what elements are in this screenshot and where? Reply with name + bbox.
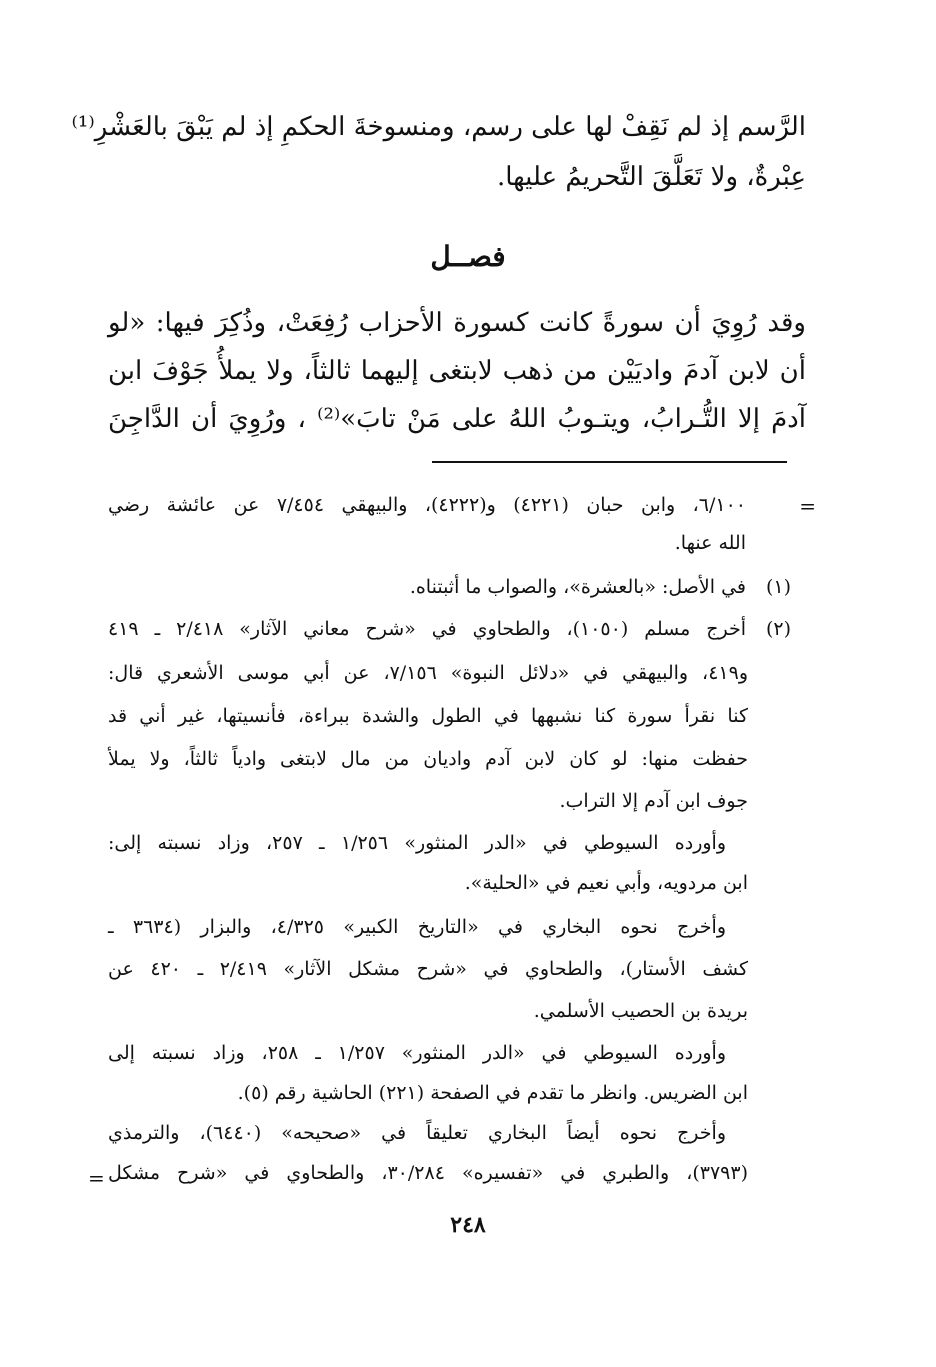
footnote-1-number: (١)	[765, 576, 791, 598]
footnote-continuation-line-1: ٦/١٠٠، وابن حبان (٤٢٢١) و(٤٢٢٢)، والبيهقي ٧/٤٥٤ عن عائشة رضي	[108, 494, 746, 516]
footnote-2-para-4-line-1: وأورده السيوطي في «الدر المنثور» ١/٢٥٧ ـ ٢٥٨، وزاد نسبته إلى	[108, 1042, 726, 1064]
footnote-2-para-2-line-1: وأورده السيوطي في «الدر المنثور» ١/٢٥٦ ـ ٢٥٧، وزاد نسبته إلى:	[108, 832, 726, 854]
footnote-2-line-2: و٤١٩، والبيهقي في «دلائل النبوة» ٧/١٥٦، عن أبي موسى الأشعري قال:	[108, 662, 748, 684]
footnote-1-text: في الأصل: «بالعشرة»، والصواب ما أثبتناه.	[409, 576, 746, 598]
main-text-line-4: أن لابن آدمَ واديَيْن من ذهب لابتغى إليهما ثالثاً، ولا يملأُ جَوْفَ ابن	[108, 356, 806, 386]
footnote-2-para-3-line-3: بريدة بن الحصيب الأسلمي.	[533, 1000, 748, 1022]
footnote-2-number: (٢)	[765, 618, 791, 640]
footnote-2-para-5-line-2: (٣٧٩٣)، والطبري في «تفسيره» ٣٠/٢٨٤، والطحاوي في «شرح مشكل	[108, 1162, 748, 1184]
main-text-line-3: وقد رُوِيَ أن سورةً كانت كسورة الأحزاب رُفِعَتْ، وذُكِرَ فيها: «لو	[108, 308, 806, 338]
footnote-2-line-1: أخرج مسلم (١٠٥٠)، والطحاوي في «شرح معاني الآثار» ٢/٤١٨ ـ ٤١٩	[108, 618, 747, 640]
footnote-2-para-4-line-2: ابن الضريس. وانظر ما تقدم في الصفحة (٢٢١) الحاشية رقم (٥).	[237, 1082, 748, 1104]
footnote-2-line-5: جوف ابن آدم إلا التراب.	[559, 790, 748, 812]
main-text-line-2: عِبْرةٌ، ولا تَعَلَّقَ التَّحريمُ عليها.	[496, 162, 806, 192]
main-text-line-1: الرَّسم إذ لم نَقِفْ لها على رسم، ومنسوخةَ الحكمِ إذ لم يَبْقَ بالعَشْرِ⁽¹⁾	[71, 112, 806, 142]
continuation-mark: =	[799, 494, 816, 518]
footnote-2-para-5-line-1: وأخرج نحوه أيضاً البخاري تعليقاً في «صحيحه» (٦٤٤٠)، والترمذي	[108, 1122, 726, 1144]
footnote-2-para-3-line-2: كشف الأستار)، والطحاوي في «شرح مشكل الآثار» ٢/٤١٩ ـ ٤٢٠ عن	[108, 958, 748, 980]
footnote-2-line-3: كنا نقرأ سورة كنا نشبهها في الطول والشدة ببراءة، فأنسيتها، غير أني قد	[108, 705, 748, 727]
footnote-2-para-2-line-2: ابن مردويه، وأبي نعيم في «الحلية».	[464, 872, 748, 894]
footnote-continuation-line-2: الله عنها.	[674, 532, 746, 554]
footnote-2-para-3-line-1: وأخرج نحوه البخاري في «التاريخ الكبير» ٤/٣٢٥، والبزار (٣٦٣٤ ـ	[108, 916, 727, 938]
main-text-line-5: آدمَ إلا التُّـرابُ، ويتـوبُ اللهُ على مَنْ تابَ»⁽²⁾ ، ورُوِيَ أن الدَّاجِنَ	[108, 404, 806, 434]
continuation-mark-end: =	[88, 1166, 105, 1190]
section-heading: فصــل	[430, 240, 506, 273]
footnote-separator	[432, 461, 787, 463]
page-number: ٢٤٨	[450, 1212, 486, 1238]
footnote-2-line-4: حفظت منها: لو كان لابن آدم واديان من مال لابتغى وادياً ثالثاً، ولا يملأ	[108, 748, 748, 770]
